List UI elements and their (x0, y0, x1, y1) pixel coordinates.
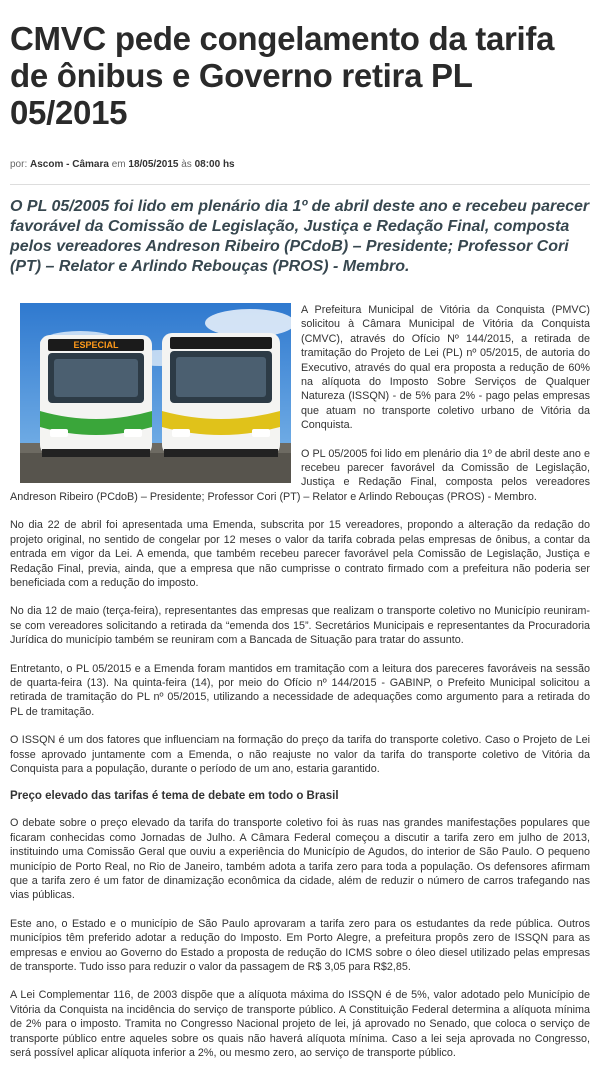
article-title: CMVC pede congelamento da tarifa de ônibus e Governo retira PL 05/2015 (10, 20, 555, 131)
paragraph: No dia 12 de maio (terça-feira), representantes das empresas que realizam o transporte coletivo no Município reuniram-se com vereadores solicitando a retirada da “emenda dos 15”. Secretários Municipais e representantes da Procuradoria Jurídica do município também se reuniram com a Bancada de Situação para tratar do assunto. (10, 605, 590, 647)
bus-left-icon (40, 335, 152, 457)
paragraph: Este ano, o Estado e o município de São Paulo aprovaram a tarifa zero para os estudantes da rede pública. Outros municípios têm preferido adotar a redução do Imposto. Em Porto Alegre, a prefeitura propôs zero de ISSQN para as empresas e enviou ao Governo do Estado a proposta de redução do ICMS sobre o óleo diesel utilizado pelas empresas de transporte. Tudo isso para reduzir o valor da passagem de R$ 3,05 para R$2,85. (10, 917, 590, 974)
byline-time: 08:00 hs (194, 159, 235, 170)
section-subheading: Preço elevado das tarifas é tema de debate em todo o Brasil (10, 790, 339, 803)
paragraph: O PL 05/2005 foi lido em plenário dia 1º de abril deste ano e recebeu parecer favorável da Comissão de Legislação, Justiça e Redação Final, composta pelos vereadores Andreson Ribeiro (PCdoB) – Presidente; Professor Cori (PT) – Relator e Arlindo Rebouças (PROS) - Membro. (10, 447, 590, 503)
buses-photo-illustration (20, 303, 291, 483)
byline-date: 18/05/2015 (128, 159, 179, 170)
article-photo[interactable] (20, 303, 291, 483)
paragraph: No dia 22 de abril foi apresentada uma Emenda, subscrita por 15 vereadores, propondo a alteração da redação do projeto original, no sentido de congelar por 12 meses o valor da tarifa cobrada pelas empresas de ônibus, a contar da entrada em vigor da Lei. A emenda, que também recebeu parecer favorável pela Comissão de Legislação, Justiça e Redação Final, previa, ainda, que a empresa que não cumprisse o contrato firmado com a prefeitura não poderia ser beneficiada com a redução do imposto. (10, 519, 590, 589)
bus-left-sign: ESPECIAL (73, 340, 119, 350)
article-lead: O PL 05/2005 foi lido em plenário dia 1º de abril deste ano e recebeu parecer favorável da Comissão de Legislação, Justiça e Redação Final, composta pelos vereadores Andreson Ribeiro (PCdoB) – Presidente; Professor Cori (PT) – Relator e Arlindo Rebouças (PROS) - Membro. (10, 198, 590, 275)
bus-right-icon (162, 333, 280, 457)
byline-time-prefix: às (181, 159, 192, 170)
paragraph: A Prefeitura Municipal de Vitória da Conquista (PMVC) solicitou à Câmara Municipal de Vitória da Conquista (CMVC), através do Ofício Nº 144/2015, a retirada de tramitação do Projeto de Lei (PL) nº 05/2015, de autoria do Executivo, através do qual era proposta a redução de 60% na alíquota do Imposto Sobre Serviços de Qualquer Natureza (ISSQN) - de 5% para 2% - pago pelas empresas que atuam no transporte coletivo urbano de Vitória da Conquista. (301, 304, 590, 432)
paragraph: Entretanto, o PL 05/2015 e a Emenda foram mantidos em tramitação com a leitura dos pareceres favoráveis na sessão de quarta-feira (13). Na quinta-feira (14), por meio do Ofício nº 144/2015 - GABINP, o Prefeito Municipal solicitou a retirada de tramitação do PL nº 05/2015, utilizando a necessidade de adequações como argumento para a retirada do PL de tramitação. (10, 662, 590, 718)
byline-prefix: por: (10, 159, 28, 170)
byline (10, 159, 590, 170)
paragraph: O ISSQN é um dos fatores que influenciam na formação do preço da tarifa do transporte coletivo. Caso o Projeto de Lei fosse aprovado juntamente com a Emenda, o não reajuste no valor da tarifa do transporte coletivo de Vitória da Conquista para a população, durante o período de um ano, estaria garantido. (10, 734, 590, 775)
byline-author[interactable]: Ascom - Câmara (30, 159, 109, 170)
paragraph: A Lei Complementar 116, de 2003 dispõe que a alíquota máxima do ISSQN é de 5%, valor adotado pelo Município de Vitória da Conquista na incidência do serviço de transporte público. A Constituição Federal determina a alíquota mínima de 2% para o imposto. Tramita no Congresso Nacional projeto de lei, já aprovado no Senado, que coloca o serviço de transporte público entre aqueles sobre os quais não haverá alíquota mínima. Caso a lei seja aprovada no Congresso, será possível aplicar alíquota inferior a 2%, ou mesmo zero, ao serviço de transporte público. (10, 989, 590, 1060)
byline-date-prefix: em (111, 159, 126, 170)
divider (10, 184, 590, 185)
paragraph: O debate sobre o preço elevado da tarifa do transporte coletivo foi às ruas nas grandes manifestações populares que ficaram conhecidas como Jornadas de Julho. A Câmara Federal começou a discutir a tarifa zero em julho de 2013, instituindo uma Comissão Geral que ouviu a experiência do Município de Agudos, do interior de São Paulo. O pequeno município de Porto Real, no Rio de Janeiro, também adota a tarifa zero para toda a população. Os defensores afirmam que a tarifa zero é um fator de dinamização econômica da cidade, além de reduzir o número de carros trafegando nas vias públicas. (10, 817, 590, 902)
